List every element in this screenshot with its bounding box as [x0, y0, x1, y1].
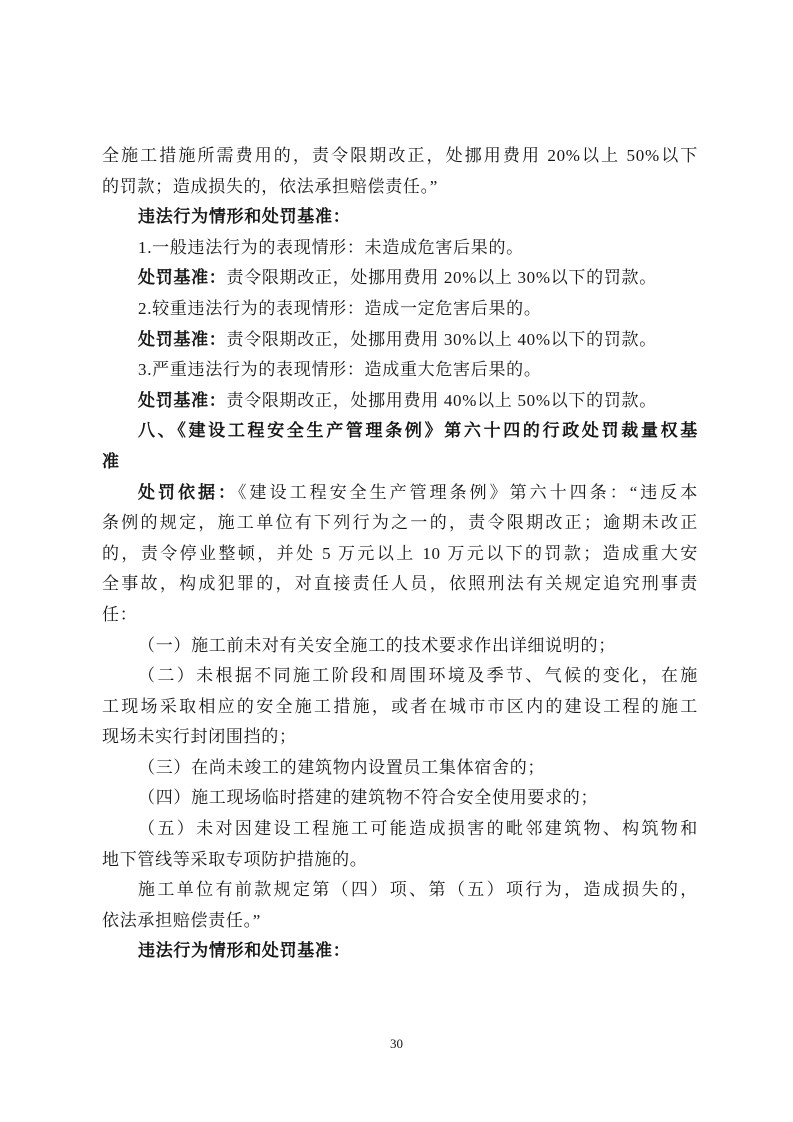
text-line-body: 责令限期改正，处挪用费用 20%以上 30%以下的罚款。	[226, 268, 657, 288]
text-line	[102, 355, 698, 386]
text-line	[102, 233, 698, 264]
text-line-lead: 处罚基准：	[138, 268, 227, 288]
text-line	[102, 845, 698, 876]
text-line-body: 的，责令停业整顿，并处 5 万元以上 10 万元以下的罚款；造成重大安	[102, 543, 698, 563]
text-line-lead: 八、《建设工程安全生产管理条例》第六十四的行政处罚裁量权基	[138, 421, 698, 441]
text-line-lead: 处罚依据：	[138, 482, 239, 502]
subsection-heading	[102, 936, 698, 967]
text-line-body: 2.较重违法行为的表现情形：造成一定危害后果的。	[138, 298, 542, 318]
text-line-lead: 违法行为情形和处罚基准：	[138, 941, 351, 961]
section-heading	[102, 447, 698, 478]
text-line	[102, 325, 698, 356]
text-line	[102, 263, 698, 294]
text-line-body: 的罚款；造成损失的，依法承担赔偿责任。”	[102, 176, 439, 196]
text-line	[102, 722, 698, 753]
text-line-body: 施工单位有前款规定第（四）项、第（五）项行为，造成损失的，	[138, 880, 698, 900]
text-line-body: 依法承担赔偿责任。”	[102, 910, 262, 930]
text-line	[102, 508, 698, 539]
text-line	[102, 141, 698, 172]
text-line	[102, 661, 698, 692]
text-line	[102, 692, 698, 723]
text-line-body: 条例的规定，施工单位有下列行为之一的，责令限期改正；逾期未改正	[102, 513, 698, 533]
text-line-lead: 准	[102, 451, 120, 471]
text-line-body: 任：	[102, 604, 138, 624]
text-line-body: 全施工措施所需费用的，责令限期改正，处挪用费用 20%以上 50%以下	[102, 146, 698, 165]
text-line-body: （五）未对因建设工程施工可能造成损害的毗邻建筑物、构筑物和	[138, 819, 698, 839]
text-line-lead: 处罚基准：	[138, 329, 227, 349]
text-line-body: 1.一般违法行为的表现情形：未造成危害后果的。	[138, 237, 524, 257]
text-line-body: 《建设工程安全生产管理条例》第六十四条：“违反本	[238, 482, 698, 502]
text-line	[102, 478, 698, 509]
text-line-body: 责令限期改正，处挪用费用 30%以上 40%以下的罚款。	[226, 329, 657, 349]
text-line-lead: 违法行为情形和处罚基准：	[138, 207, 351, 227]
text-line-body: 全事故，构成犯罪的，对直接责任人员，依照刑法有关规定追究刑事责	[102, 574, 698, 594]
text-line	[102, 569, 698, 600]
text-line-body: （一）施工前未对有关安全施工的技术要求作出详细说明的；	[138, 635, 616, 655]
text-line-body: 现场未实行封闭围挡的；	[102, 727, 297, 747]
text-line-body: 地下管线等采取专项防护措施的。	[102, 849, 368, 869]
text-line	[102, 814, 698, 845]
text-line-body: 工现场采取相应的安全施工措施，或者在城市市区内的建设工程的施工	[102, 696, 698, 716]
document-body	[102, 141, 698, 967]
text-line-body: （三）在尚未竣工的建筑物内设置员工集体宿舍的；	[138, 757, 546, 777]
text-line	[102, 906, 698, 937]
text-line	[102, 539, 698, 570]
text-line	[102, 294, 698, 325]
text-line-body: 3.严重违法行为的表现情形：造成重大危害后果的。	[138, 360, 542, 380]
text-line	[102, 875, 698, 906]
text-line	[102, 783, 698, 814]
text-line	[102, 631, 698, 662]
text-line	[102, 753, 698, 784]
text-line-body: （四）施工现场临时搭建的建筑物不符合安全使用要求的；	[138, 788, 599, 808]
text-line-body: 责令限期改正，处挪用费用 40%以上 50%以下的罚款。	[226, 390, 657, 410]
text-line	[102, 172, 698, 203]
text-line	[102, 386, 698, 417]
page-number: 30	[390, 1036, 403, 1051]
text-line-body: （二）未根据不同施工阶段和周围环境及季节、气候的变化，在施	[138, 666, 698, 686]
section-heading	[102, 416, 698, 447]
text-line-lead: 处罚基准：	[138, 390, 227, 410]
subsection-heading	[102, 202, 698, 233]
text-line	[102, 600, 698, 631]
